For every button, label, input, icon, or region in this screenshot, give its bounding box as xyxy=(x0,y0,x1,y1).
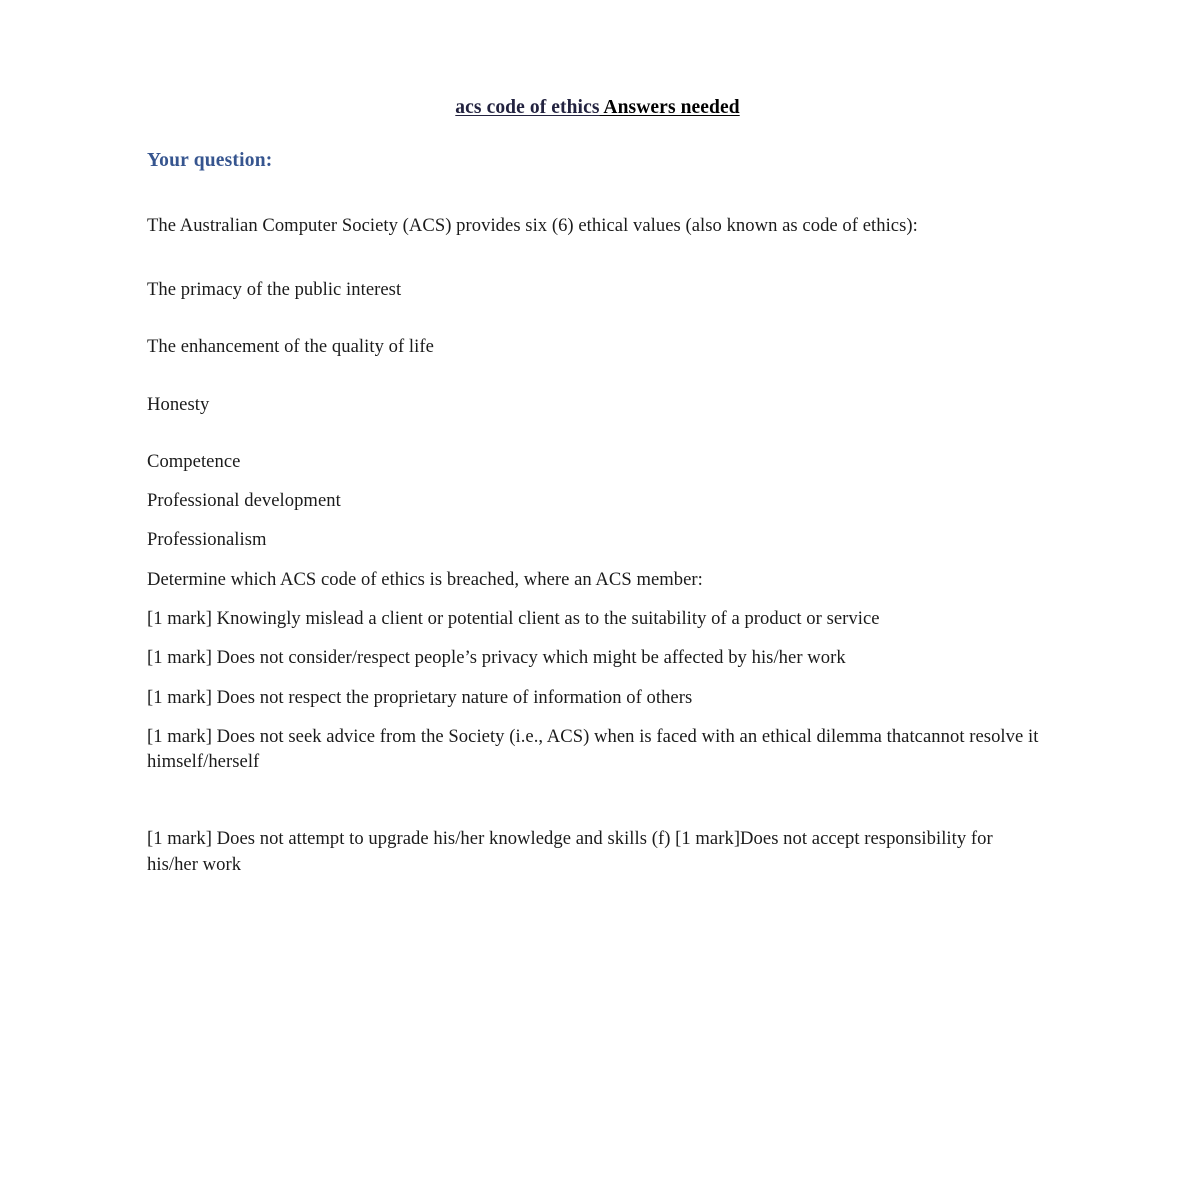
spacer xyxy=(147,417,1048,449)
ethical-value-3: Honesty xyxy=(147,393,210,415)
mark-item-3: [1 mark] Does not respect the proprietary nature of information of others xyxy=(147,686,693,708)
instruction-paragraph: Determine which ACS code of ethics is breached, where an ACS member: xyxy=(147,568,703,590)
spacer xyxy=(147,174,1048,213)
spacer xyxy=(147,774,1048,826)
spacer xyxy=(147,553,1048,567)
document-content xyxy=(147,96,1048,877)
mark-item-2: [1 mark] Does not consider/respect people’s privacy which might be affected by his/her work xyxy=(147,647,846,669)
spacer xyxy=(147,710,1048,724)
your-question-heading: Your question: xyxy=(147,150,273,172)
spacer xyxy=(147,592,1048,606)
spacer xyxy=(147,671,1048,685)
spacer xyxy=(147,631,1048,645)
spacer xyxy=(147,360,1048,392)
spacer xyxy=(147,134,1048,148)
spacer xyxy=(147,238,1048,277)
intro-paragraph: The Australian Computer Society (ACS) provides six (6) ethical values (also known as code of ethics): xyxy=(147,214,918,236)
spacer xyxy=(147,513,1048,527)
ethical-value-6: Professionalism xyxy=(147,529,267,551)
ethical-value-2: The enhancement of the quality of life xyxy=(147,336,434,358)
ethical-value-1: The primacy of the public interest xyxy=(147,279,402,300)
document-title-plain-segment: Answers needed xyxy=(599,97,740,118)
document-title-link-segment[interactable]: acs code of ethics xyxy=(455,97,600,118)
document-title xyxy=(147,96,1048,120)
spacer xyxy=(147,474,1048,488)
mark-item-4: [1 mark] Does not seek advice from the Society (i.e., ACS) when is faced with an ethical dilemma thatcannot resolve it himself/herself xyxy=(147,725,1039,773)
mark-item-1: [1 mark] Knowingly mislead a client or potential client as to the suitability of a product or service xyxy=(147,607,880,629)
ethical-value-5: Professional development xyxy=(147,490,341,512)
mark-item-final: [1 mark] Does not attempt to upgrade his/her knowledge and skills (f) [1 mark]Does not accept responsibility for his/her work xyxy=(147,828,993,875)
spacer xyxy=(147,302,1048,334)
ethical-value-4: Competence xyxy=(147,450,241,472)
